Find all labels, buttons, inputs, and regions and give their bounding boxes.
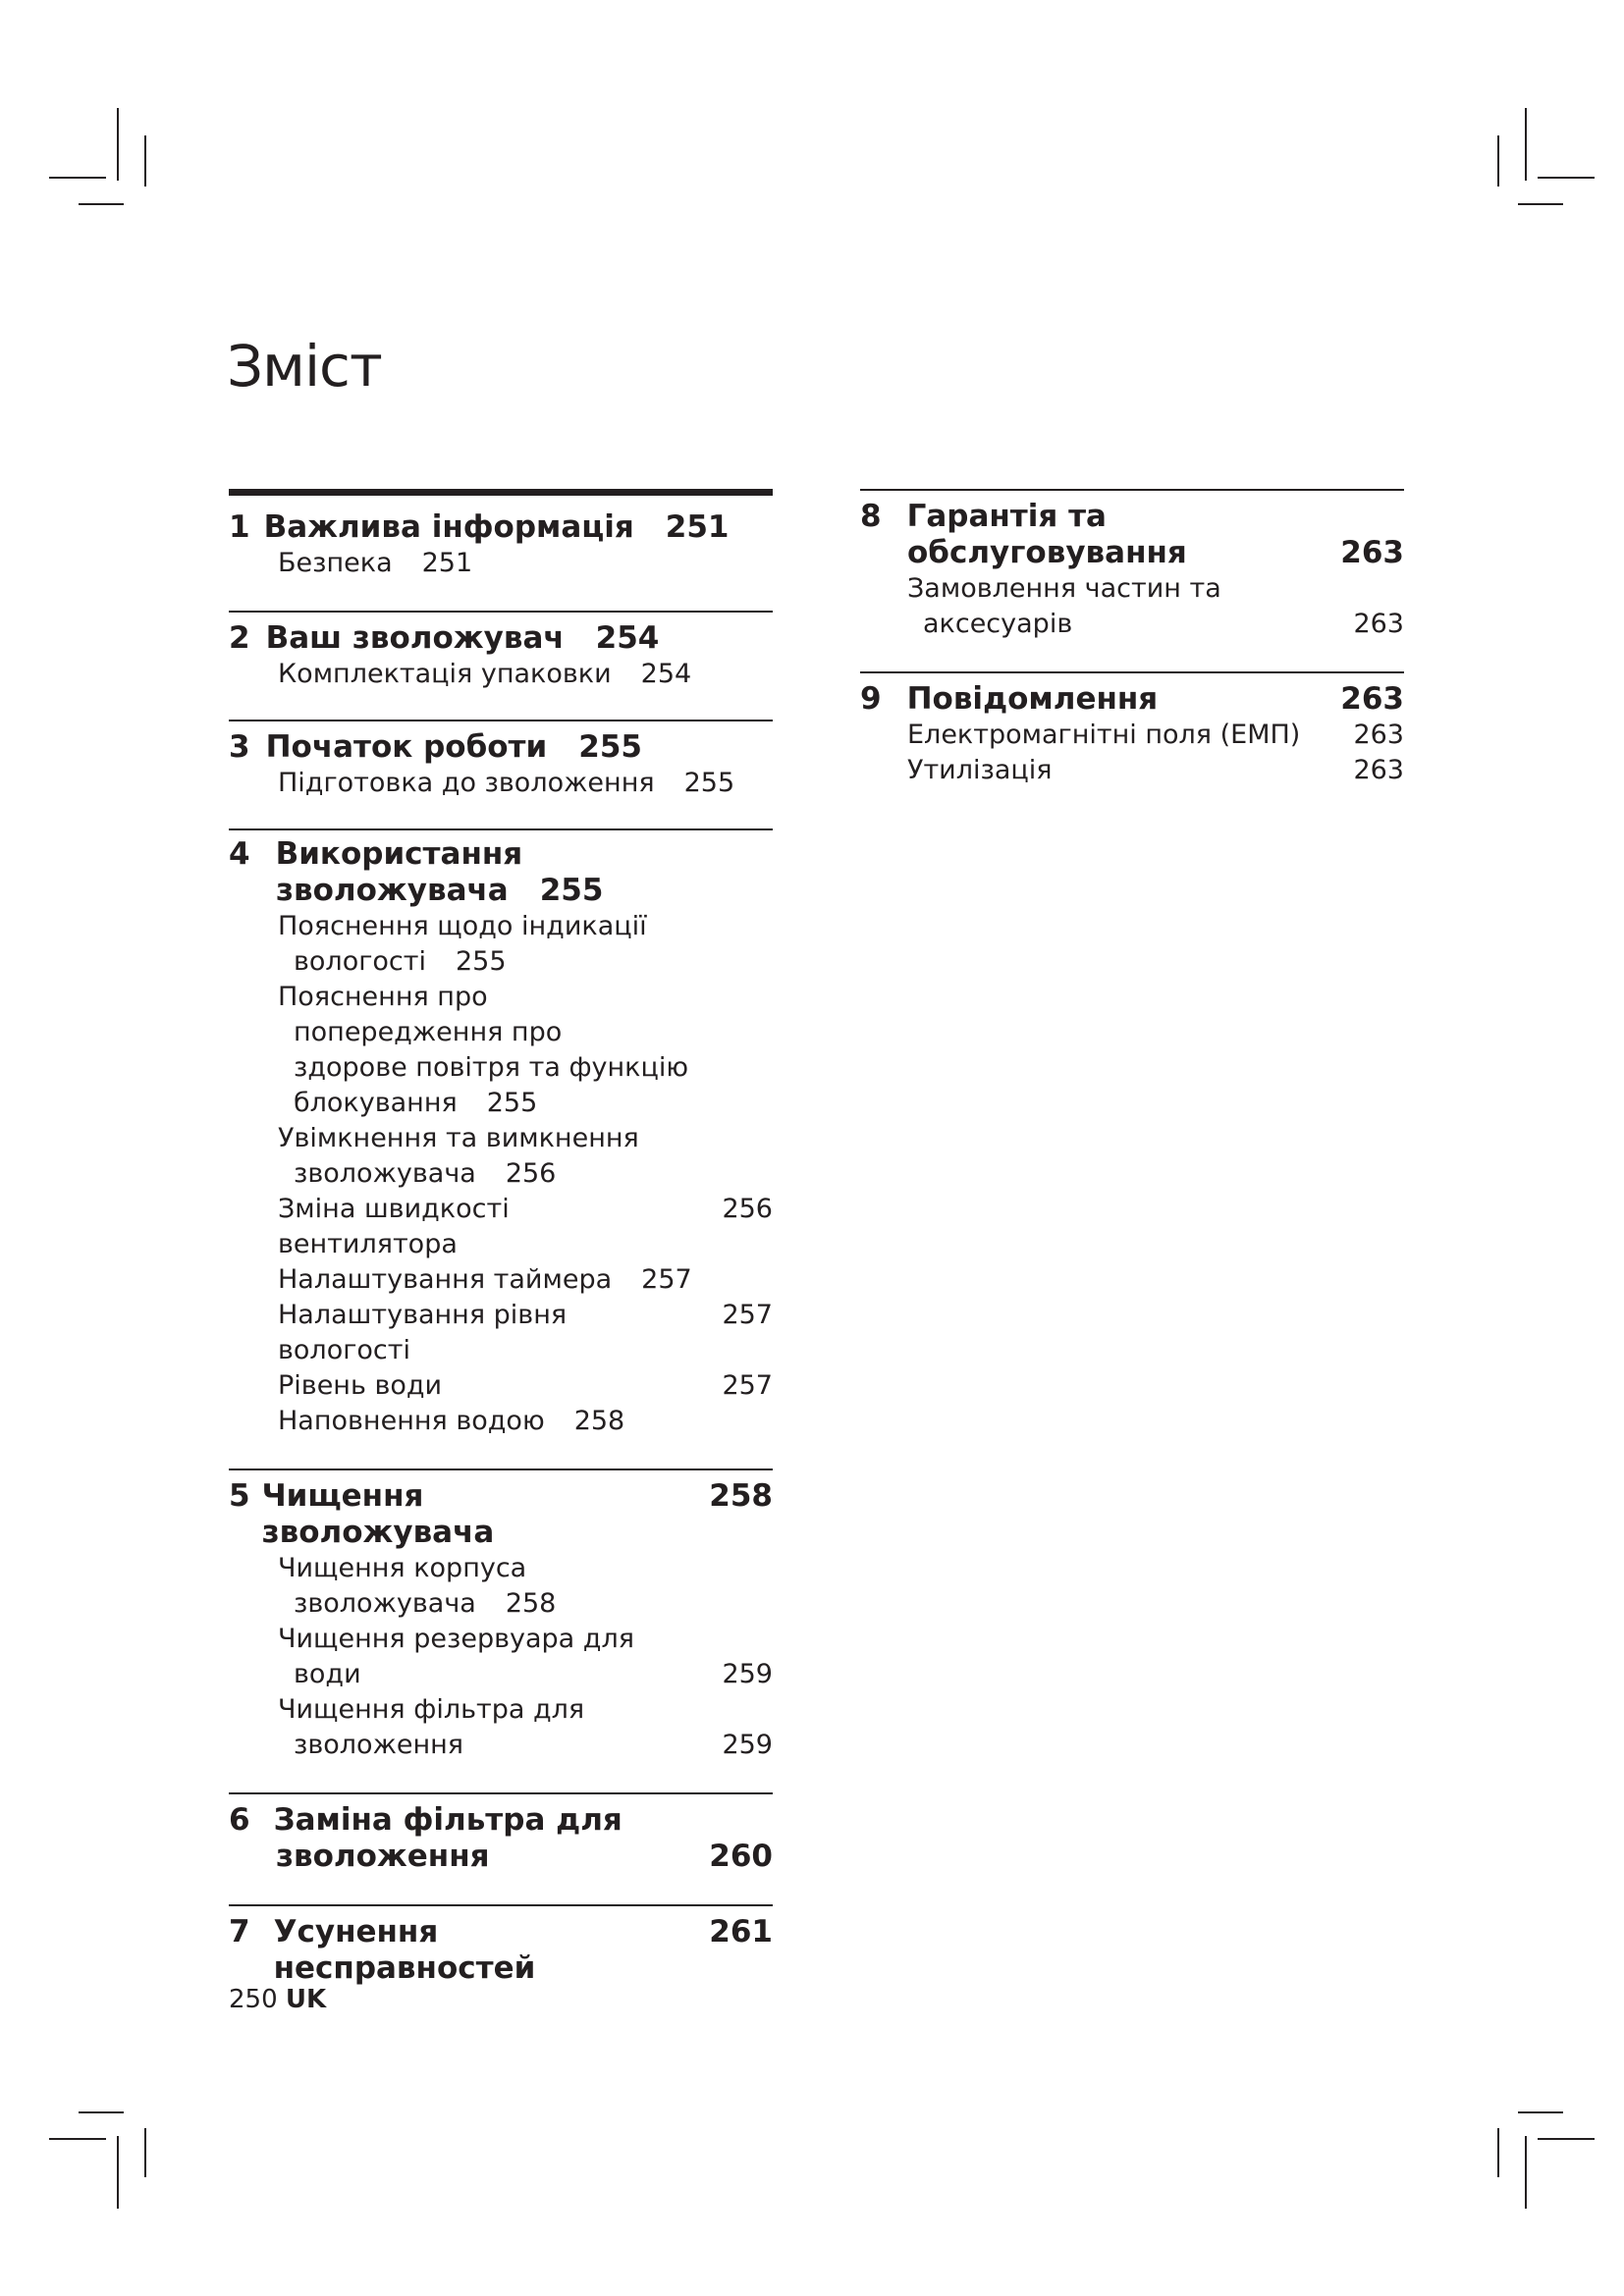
entry-title: Наповнення водою <box>278 1406 545 1436</box>
toc-entry[interactable] <box>229 909 773 980</box>
crop-mark <box>144 135 146 187</box>
toc-section-6 <box>229 1792 773 1904</box>
page-ref: 257 <box>722 1300 773 1330</box>
language-code: UK <box>285 1985 327 2014</box>
toc-entry[interactable] <box>229 1622 773 1692</box>
toc-section-8 <box>860 489 1404 671</box>
toc-entry[interactable] <box>860 753 1404 788</box>
entry-title-line3: здорове повітря та функцію <box>294 1052 689 1083</box>
toc-entry[interactable] <box>860 718 1404 753</box>
entry-title: Увімкнення та вимкнення <box>278 1123 639 1153</box>
entry-title: Електромагнітні поля (ЕМП) <box>907 720 1301 750</box>
toc-heading[interactable] <box>229 729 773 766</box>
toc-heading[interactable] <box>229 836 773 873</box>
entry-title: Пояснення щодо індикації <box>278 911 647 941</box>
crop-mark <box>1518 2111 1563 2113</box>
section-title: Усунення несправностей <box>273 1914 536 1986</box>
crop-mark <box>1497 135 1499 187</box>
entry-title-line4: блокування <box>294 1088 458 1118</box>
crop-mark <box>1538 2138 1595 2140</box>
section-title: Повідомлення <box>906 681 1159 717</box>
page-ref: 255 <box>486 1088 538 1118</box>
section-number: 9 <box>860 681 882 717</box>
page-ref: 263 <box>1353 755 1404 785</box>
entry-title-line2: вологості <box>294 946 426 977</box>
page-ref: 256 <box>722 1194 773 1224</box>
toc-entry[interactable] <box>229 1298 773 1368</box>
page-ref: 259 <box>722 1659 773 1689</box>
page-ref: 259 <box>722 1730 773 1760</box>
section-title-line2: обслуговування <box>907 535 1187 570</box>
toc-section-1 <box>229 489 773 611</box>
page-ref: 260 <box>709 1839 773 1874</box>
toc-entry[interactable] <box>229 766 773 801</box>
entry-title-line2: зволоження <box>294 1730 464 1760</box>
toc-entry[interactable] <box>229 1692 773 1763</box>
page-ref: 256 <box>505 1158 557 1189</box>
entry-title: Чищення корпуса <box>278 1553 527 1583</box>
entry-title: Пояснення про <box>278 982 488 1012</box>
page-ref: 258 <box>709 1478 773 1514</box>
crop-mark <box>117 108 119 181</box>
entry-title-line2: попередження про <box>294 1017 563 1047</box>
toc-entry[interactable] <box>229 1121 773 1192</box>
section-title: Чищення зволожувача <box>261 1478 495 1550</box>
entry-title: Безпека <box>278 548 393 578</box>
page-ref: 263 <box>1340 535 1404 570</box>
crop-mark <box>144 2128 146 2177</box>
entry-title-line2: зволожувача <box>294 1158 476 1189</box>
crop-mark <box>1518 203 1563 205</box>
page-ref: 263 <box>1353 609 1404 639</box>
page-ref: 257 <box>722 1370 773 1401</box>
crop-mark <box>1497 2128 1499 2177</box>
toc-section-4 <box>229 828 773 1468</box>
section-title: Ваш зволожувач <box>265 620 565 656</box>
entry-title: Підготовка до зволоження <box>278 768 655 798</box>
entry-title: Чищення фільтра для <box>278 1694 585 1725</box>
section-number: 3 <box>229 729 250 765</box>
toc-heading[interactable] <box>229 1914 773 1987</box>
crop-mark <box>79 203 124 205</box>
section-title: Початок роботи <box>265 729 548 765</box>
page-ref: 254 <box>595 620 660 656</box>
section-number: 8 <box>860 499 882 534</box>
toc-section-9 <box>860 671 1404 816</box>
toc-section-3 <box>229 720 773 828</box>
toc-heading-continued[interactable] <box>229 873 773 909</box>
page-ref: 255 <box>456 946 507 977</box>
section-number: 5 <box>229 1478 250 1514</box>
toc-left-column <box>229 489 773 2014</box>
toc-entry[interactable] <box>229 1262 773 1298</box>
section-title: Гарантія та <box>906 499 1107 534</box>
section-number: 4 <box>229 836 250 872</box>
toc-entry[interactable] <box>229 980 773 1121</box>
page-title: Зміст <box>227 332 382 400</box>
entry-title: Налаштування рівня вологості <box>278 1300 568 1365</box>
toc-heading-continued[interactable] <box>860 535 1404 571</box>
page-ref: 255 <box>683 768 735 798</box>
crop-mark <box>49 177 106 179</box>
section-title: Важлива інформація <box>263 509 634 545</box>
page-ref: 251 <box>665 509 730 545</box>
page-ref: 263 <box>1353 720 1404 750</box>
crop-mark <box>79 2111 124 2113</box>
page-ref: 251 <box>421 548 473 578</box>
toc-entry[interactable] <box>229 657 773 692</box>
page-footer <box>229 1985 326 2014</box>
crop-mark <box>1538 177 1595 179</box>
entry-title: Комплектація упаковки <box>278 659 612 689</box>
entry-title: Замовлення частин та <box>907 573 1221 604</box>
toc-heading[interactable] <box>860 681 1404 718</box>
section-title-line2: зволоження <box>276 1839 490 1874</box>
page-ref: 257 <box>641 1264 692 1295</box>
entry-title: Утилізація <box>907 755 1053 785</box>
toc-heading[interactable] <box>229 620 773 657</box>
entry-title: Налаштування таймера <box>278 1264 613 1295</box>
section-number: 1 <box>229 509 250 545</box>
page-ref: 258 <box>505 1588 557 1619</box>
section-number: 2 <box>229 620 250 656</box>
toc-heading-continued[interactable] <box>229 1839 773 1875</box>
toc-entry[interactable] <box>229 546 773 581</box>
toc-heading[interactable] <box>860 499 1404 535</box>
section-title: Використання <box>275 836 523 872</box>
entry-title-line2: води <box>294 1659 361 1689</box>
page-ref: 258 <box>573 1406 625 1436</box>
toc-heading[interactable] <box>229 1802 773 1839</box>
section-title: Заміна фільтра для <box>273 1802 623 1838</box>
section-number: 6 <box>229 1802 250 1838</box>
entry-title: Зміна швидкості вентилятора <box>278 1194 510 1259</box>
page-ref: 255 <box>539 873 604 908</box>
page-ref: 261 <box>709 1914 773 1949</box>
toc-entry[interactable] <box>229 1404 773 1439</box>
page-ref: 263 <box>1340 681 1404 717</box>
toc-entry[interactable] <box>860 571 1404 642</box>
crop-mark <box>1525 2136 1527 2209</box>
entry-title-line2: аксесуарів <box>923 609 1073 639</box>
crop-mark <box>1525 108 1527 181</box>
page-ref: 254 <box>640 659 692 689</box>
toc-section-2 <box>229 611 773 720</box>
toc-right-column <box>860 489 1404 816</box>
toc-heading[interactable] <box>229 509 773 546</box>
entry-title-line2: зволожувача <box>294 1588 476 1619</box>
entry-title: Рівень води <box>278 1370 443 1401</box>
toc-section-5 <box>229 1468 773 1792</box>
section-title-line2: зволожувача <box>276 873 509 908</box>
toc-entry[interactable] <box>229 1192 773 1262</box>
section-number: 7 <box>229 1914 250 1949</box>
toc-entry[interactable] <box>229 1368 773 1404</box>
toc-heading[interactable] <box>229 1478 773 1551</box>
page-ref: 255 <box>578 729 642 765</box>
toc-entry[interactable] <box>229 1551 773 1622</box>
entry-title: Чищення резервуара для <box>278 1624 634 1654</box>
page-number: 250 <box>229 1985 278 2014</box>
crop-mark <box>49 2138 106 2140</box>
crop-mark <box>117 2136 119 2209</box>
